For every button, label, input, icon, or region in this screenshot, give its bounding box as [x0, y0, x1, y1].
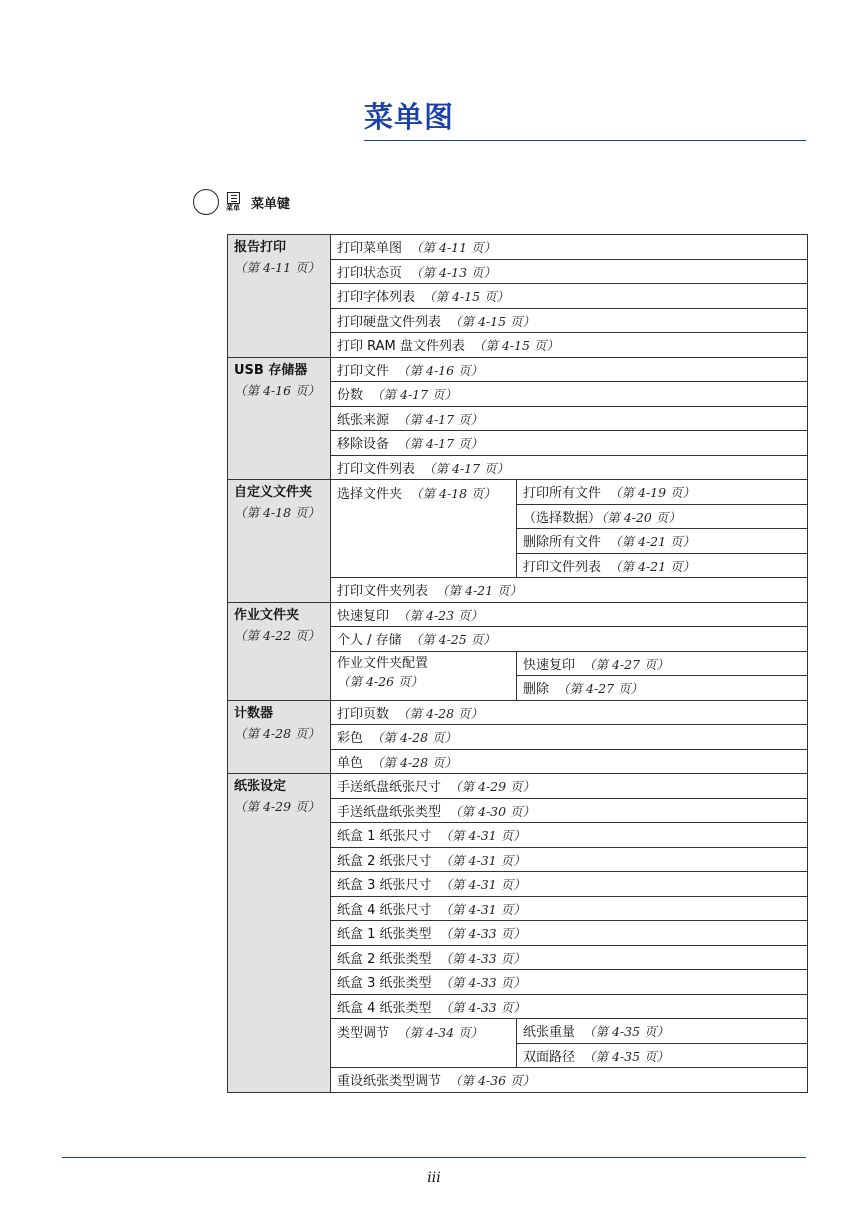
item-label: 手送纸盘纸张尺寸 — [337, 780, 442, 796]
item-page-ref: （第 4-31 页） — [439, 877, 526, 893]
category-page-ref: （第 4-22 页） — [234, 627, 321, 643]
item-page-ref: （第 4-18 页） — [410, 486, 497, 501]
item-label: 删除所有文件 — [523, 535, 602, 551]
menu-item — [331, 651, 517, 700]
menu-item — [331, 602, 808, 627]
page-title: 菜单图 — [364, 100, 455, 134]
item-page-ref: （第 4-28 页） — [371, 754, 458, 770]
item-label: 快速复印 — [337, 608, 390, 624]
menu-item — [331, 823, 808, 848]
category-name: 报告打印 — [234, 240, 287, 255]
item-label: 纸盒 2 纸张类型 — [337, 951, 432, 967]
menu-item — [331, 700, 808, 725]
item-label: 单色 — [337, 755, 364, 771]
item-label: 打印文件列表 — [337, 461, 416, 477]
menu-map-table — [227, 234, 808, 1093]
item-page-ref: （第 4-19 页） — [609, 485, 696, 501]
item-page-ref: （第 4-33 页） — [439, 950, 526, 966]
menu-subitem — [517, 480, 808, 505]
category-job-folder — [228, 602, 331, 700]
item-label: 纸盒 1 纸张类型 — [337, 927, 432, 943]
item-page-ref: （第 4-17 页） — [397, 436, 484, 452]
item-page-ref: （第 4-35 页） — [583, 1048, 670, 1064]
category-page-ref: （第 4-29 页） — [234, 799, 321, 814]
menu-item — [331, 1068, 808, 1093]
item-label: 打印状态页 — [337, 265, 403, 281]
item-label: 纸盒 4 纸张尺寸 — [337, 902, 432, 918]
menu-item — [331, 627, 808, 652]
item-label: 纸盒 2 纸张尺寸 — [337, 853, 432, 869]
menu-item — [331, 725, 808, 750]
item-page-ref: （第 4-33 页） — [439, 975, 526, 991]
item-label: 类型调节 — [337, 1026, 390, 1041]
item-page-ref: （第 4-17 页） — [371, 387, 458, 403]
item-label: 打印硬盘文件列表 — [337, 314, 442, 330]
item-label: 打印文件 — [337, 363, 390, 379]
item-label: （选择数据） — [523, 510, 602, 526]
category-page-ref: （第 4-16 页） — [234, 382, 321, 398]
menu-item — [331, 970, 808, 995]
menu-item — [331, 798, 808, 823]
category-report-print — [228, 235, 331, 358]
menu-item — [331, 994, 808, 1019]
item-page-ref: （第 4-35 页） — [583, 1024, 670, 1040]
table-row — [228, 235, 808, 260]
category-page-ref: （第 4-11 页） — [234, 260, 321, 275]
key-circle-icon — [193, 189, 219, 215]
item-label: 彩色 — [337, 731, 364, 747]
menu-item — [331, 333, 808, 358]
item-label: 选择文件夹 — [337, 487, 403, 502]
item-page-ref: （第 4-23 页） — [397, 607, 484, 623]
table-row — [228, 480, 808, 505]
page-number: iii — [427, 1170, 441, 1186]
category-page-ref: （第 4-28 页） — [234, 725, 321, 741]
item-page-ref: （第 4-31 页） — [439, 852, 526, 868]
item-page-ref: （第 4-31 页） — [439, 828, 526, 844]
item-label: 纸盒 3 纸张类型 — [337, 976, 432, 992]
menu-item — [331, 896, 808, 921]
menu-item — [331, 945, 808, 970]
category-name: 纸张设定 — [234, 779, 287, 794]
category-name: USB 存储器 — [234, 362, 308, 378]
menu-subitem — [517, 504, 808, 529]
item-page-ref: （第 4-16 页） — [397, 362, 484, 378]
menu-key-label: 菜单键 — [251, 196, 291, 212]
table-row — [228, 774, 808, 799]
item-label: 重设纸张类型调节 — [337, 1074, 442, 1090]
item-page-ref: （第 4-21 页） — [609, 558, 696, 574]
item-page-ref: （第 4-27 页） — [583, 656, 670, 672]
item-label: 份数 — [337, 388, 364, 404]
item-label: 打印字体列表 — [337, 290, 416, 306]
item-label: 个人 / 存储 — [337, 633, 402, 649]
menu-subitem — [517, 529, 808, 554]
item-page-ref: （第 4-13 页） — [410, 264, 497, 280]
menu-subitem — [517, 1043, 808, 1068]
item-label: 打印 RAM 盘文件列表 — [337, 339, 465, 355]
item-page-ref: （第 4-29 页） — [449, 779, 536, 795]
item-page-ref: （第 4-30 页） — [449, 803, 536, 819]
item-label: 移除设备 — [337, 437, 390, 453]
category-counter — [228, 700, 331, 774]
category-name: 计数器 — [234, 705, 274, 721]
item-label: 纸张重量 — [523, 1025, 576, 1041]
item-page-ref: （第 4-15 页） — [449, 313, 536, 329]
table-row — [228, 602, 808, 627]
item-label: 纸盒 4 纸张类型 — [337, 1000, 432, 1016]
category-page-ref: （第 4-18 页） — [234, 505, 321, 520]
item-page-ref: （第 4-15 页） — [423, 289, 510, 305]
item-page-ref: （第 4-20 页） — [601, 509, 681, 525]
title-rule — [364, 140, 806, 141]
menu-item — [331, 749, 808, 774]
item-label: 手送纸盘纸张类型 — [337, 804, 442, 820]
menu-item — [331, 847, 808, 872]
table-row — [228, 357, 808, 382]
item-label: 打印所有文件 — [523, 486, 602, 502]
item-label: 打印文件列表 — [523, 559, 602, 575]
item-label: 删除 — [523, 682, 550, 698]
menu-item — [331, 259, 808, 284]
menu-item — [331, 921, 808, 946]
item-page-ref: （第 4-33 页） — [439, 926, 526, 942]
item-label: 打印文件夹列表 — [337, 584, 429, 600]
menu-item — [331, 357, 808, 382]
menu-item — [331, 455, 808, 480]
menu-item — [331, 1019, 517, 1068]
menu-item — [331, 406, 808, 431]
category-usb-memory — [228, 357, 331, 480]
footer-rule — [62, 1157, 806, 1158]
item-label: 打印页数 — [337, 706, 390, 722]
category-paper-settings — [228, 774, 331, 1093]
menu-item — [331, 431, 808, 456]
item-label: 纸张来源 — [337, 412, 390, 428]
table-row — [228, 700, 808, 725]
menu-item — [331, 872, 808, 897]
menu-subitem — [517, 651, 808, 676]
item-page-ref: （第 4-15 页） — [472, 338, 559, 354]
item-page-ref: （第 4-21 页） — [436, 583, 523, 599]
menu-item — [331, 578, 808, 603]
item-page-ref: （第 4-21 页） — [609, 534, 696, 550]
menu-item — [331, 235, 808, 260]
item-label: 作业文件夹配置 — [337, 655, 429, 671]
item-label: 双面路径 — [523, 1049, 576, 1065]
item-page-ref: （第 4-36 页） — [449, 1073, 536, 1089]
item-label: 快速复印 — [523, 657, 576, 673]
item-page-ref: （第 4-26 页） — [337, 673, 424, 689]
menu-subitem — [517, 1019, 808, 1044]
item-page-ref: （第 4-34 页） — [397, 1025, 484, 1040]
menu-subitem — [517, 676, 808, 701]
item-page-ref: （第 4-17 页） — [397, 411, 484, 427]
menu-subitem — [517, 553, 808, 578]
item-page-ref: （第 4-25 页） — [409, 632, 496, 648]
item-page-ref: （第 4-28 页） — [371, 730, 458, 746]
menu-key-icon — [225, 192, 241, 212]
item-page-ref: （第 4-28 页） — [397, 705, 484, 721]
item-page-ref: （第 4-31 页） — [439, 901, 526, 917]
item-page-ref: （第 4-17 页） — [423, 460, 510, 476]
menu-item — [331, 308, 808, 333]
menu-item — [331, 774, 808, 799]
item-label: 纸盒 1 纸张尺寸 — [337, 829, 432, 845]
menu-item — [331, 284, 808, 309]
category-name: 作业文件夹 — [234, 607, 300, 623]
menu-item — [331, 480, 517, 578]
category-custom-folder — [228, 480, 331, 603]
menu-item — [331, 382, 808, 407]
menu-key-icon-label: 菜单 — [226, 204, 240, 212]
category-name: 自定义文件夹 — [234, 485, 313, 500]
item-page-ref: （第 4-33 页） — [439, 999, 526, 1015]
menu-key-legend — [193, 188, 290, 216]
item-page-ref: （第 4-11 页） — [410, 240, 497, 256]
item-label: 纸盒 3 纸张尺寸 — [337, 878, 432, 894]
item-label: 打印菜单图 — [337, 241, 403, 257]
item-page-ref: （第 4-27 页） — [557, 681, 644, 697]
